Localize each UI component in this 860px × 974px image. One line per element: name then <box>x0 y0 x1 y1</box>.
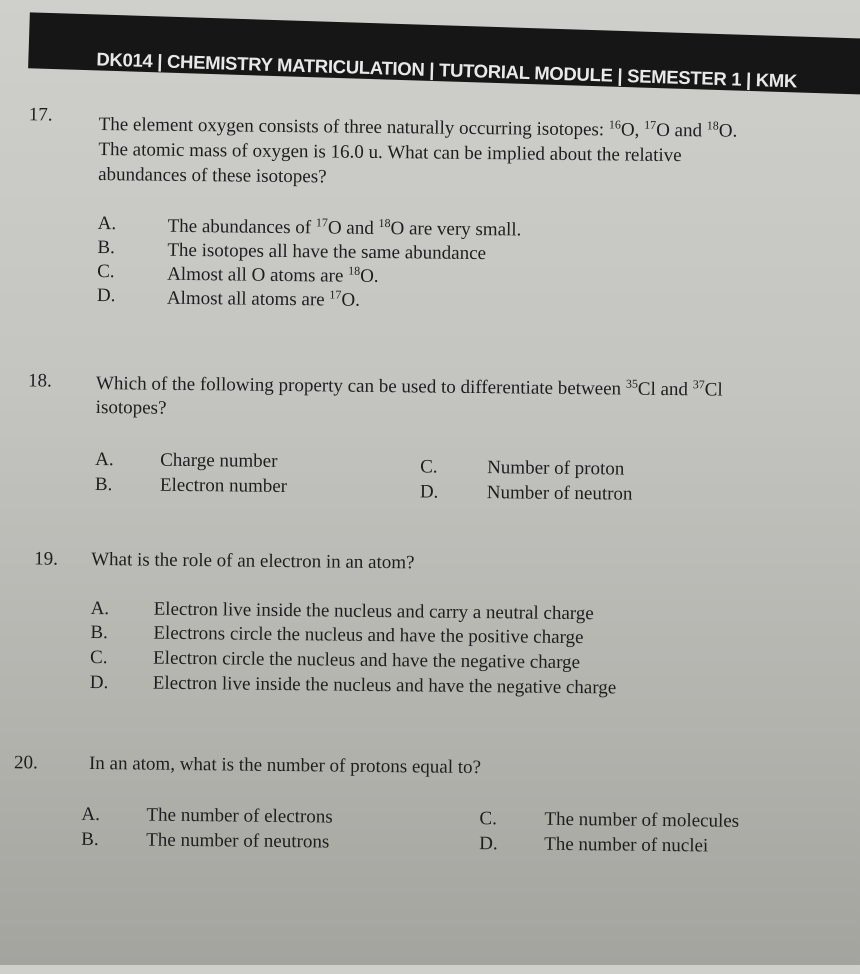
option-text: The number of electrons <box>146 804 333 828</box>
option-letter: B. <box>94 474 113 496</box>
option-text: Electron number <box>159 474 288 498</box>
option-text: The number of nuclei <box>544 833 709 857</box>
question-number: 20. <box>13 752 38 774</box>
header-band <box>28 12 860 95</box>
question-number: 18. <box>27 370 52 392</box>
question-text: abundances of these isotopes? <box>98 164 327 188</box>
option-letter: D. <box>479 833 498 855</box>
option-text: Electron live inside the nucleus and have the negative charge <box>152 672 617 699</box>
option-text: The isotopes all have the same abundance <box>167 239 487 265</box>
option-text: Electron live inside the nucleus and carry a neutral charge <box>153 598 594 625</box>
option-letter: C. <box>97 261 115 283</box>
option-text: The number of neutrons <box>146 829 330 853</box>
option-letter: A. <box>90 597 110 620</box>
option-letter: A. <box>81 803 101 826</box>
option-text: The number of molecules <box>544 808 740 832</box>
question-text: The element oxygen consists of three naturally occurring isotopes: $^{16}$O, $^{17}$O and $^{18}$O. <box>98 114 738 142</box>
option-letter: C. <box>90 646 108 669</box>
option-letter: B. <box>81 828 99 851</box>
option-letter: B. <box>97 237 115 259</box>
option-text: Electron circle the nucleus and have the negative charge <box>153 647 581 674</box>
option-text: Electrons circle the nucleus and have the positive charge <box>153 622 584 649</box>
option-letter: A. <box>97 213 117 235</box>
header-title: DK014 | CHEMISTRY MATRICULATION | TUTORIAL MODULE | SEMESTER 1 | KMK <box>96 48 798 92</box>
question-number: 19. <box>34 548 59 570</box>
option-text: Almost all atoms are $^{17}$O. <box>166 287 361 311</box>
question-text: isotopes? <box>95 397 167 419</box>
option-text: The abundances of $^{17}$O and $^{18}$O are very small. <box>167 215 522 241</box>
option-letter: C. <box>420 456 438 478</box>
option-text: Almost all O atoms are $^{18}$O. <box>167 263 379 287</box>
option-letter: D. <box>96 285 116 307</box>
option-text: Charge number <box>160 449 278 472</box>
question-text: What is the role of an electron in an atom? <box>91 548 415 574</box>
option-letter: B. <box>90 621 108 644</box>
option-letter: D. <box>89 671 109 694</box>
question-text: Which of the following property can be used to differentiate between $^{35}$Cl and $^{37}$Cl <box>95 373 723 401</box>
option-text: Number of proton <box>487 457 625 480</box>
option-letter: D. <box>419 481 439 503</box>
question-number: 17. <box>28 104 53 126</box>
question-text: In an atom, what is the number of protons equal to? <box>88 752 482 779</box>
option-letter: C. <box>479 808 498 830</box>
option-letter: A. <box>95 449 114 471</box>
question-text: The atomic mass of oxygen is 16.0 u. What can be implied about the relative <box>98 139 682 167</box>
option-text: Number of neutron <box>486 482 633 505</box>
